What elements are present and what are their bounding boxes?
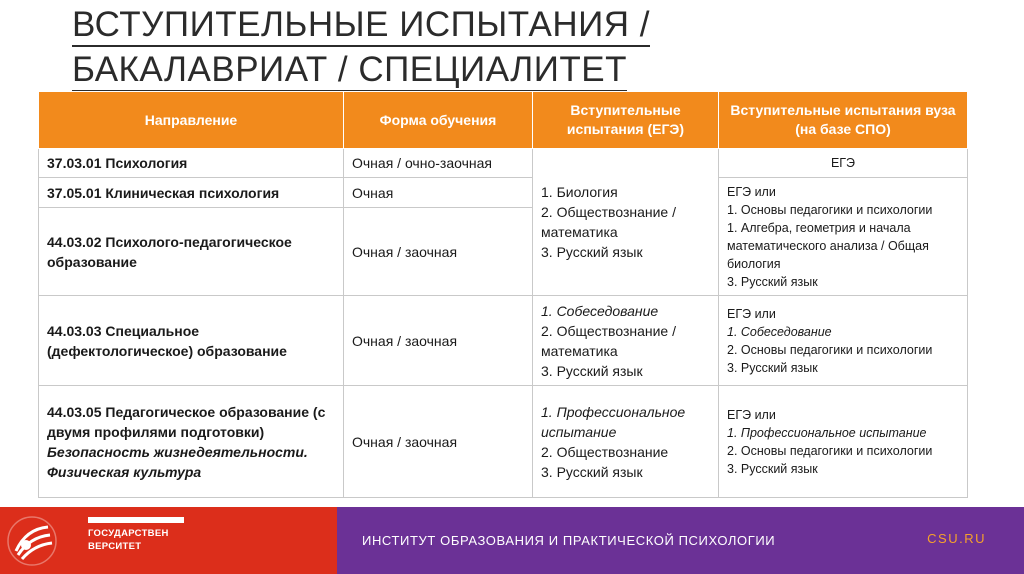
title-line-2: БАКАЛАВРИАТ / СПЕЦИАЛИТЕТ — [72, 51, 627, 92]
header-ege: Вступительные испытания (ЕГЭ) — [533, 92, 719, 149]
university-name-line-2: ВЕРСИТЕТ — [88, 541, 142, 552]
vuz-cell: ЕГЭ — [719, 149, 968, 178]
table-row — [39, 149, 968, 178]
form-cell: Очная / заочная — [344, 208, 533, 296]
ege-cell-shared: 1. Биология 2. Обществознание / математика 3. Русский язык — [533, 149, 719, 296]
admissions-table — [38, 91, 968, 498]
title-line-1: ВСТУПИТЕЛЬНЫЕ ИСПЫТАНИЯ / — [72, 6, 650, 47]
table-header-row — [39, 92, 968, 149]
university-name — [88, 517, 238, 553]
footer-brand-block — [0, 507, 337, 574]
form-cell: Очная / очно-заочная — [344, 149, 533, 178]
footer-bar — [0, 507, 1024, 574]
direction-cell: 44.03.05 Педагогическое образование (с двумя профилями подготовки) Безопасность жизнедеятельности. Физическая культура — [39, 386, 344, 498]
site-link[interactable]: CSU.RU — [927, 531, 986, 546]
direction-cell: 37.03.01 Психология — [39, 149, 344, 178]
slide-title — [72, 6, 952, 96]
institute-name: ИНСТИТУТ ОБРАЗОВАНИЯ И ПРАКТИЧЕСКОЙ ПСИХОЛОГИИ — [362, 533, 776, 548]
ege-cell: 1. Профессиональное испытание 2. Обществознание 3. Русский язык — [533, 386, 719, 498]
header-vuz: Вступительные испытания вуза (на базе СПО) — [719, 92, 968, 149]
table-row — [39, 178, 968, 208]
direction-cell: 37.05.01 Клиническая психология — [39, 178, 344, 208]
vuz-cell: ЕГЭ или 1. Собеседование 2. Основы педагогики и психологии 3. Русский язык — [719, 296, 968, 386]
header-form: Форма обучения — [344, 92, 533, 149]
university-logo-icon — [6, 515, 58, 567]
ege-cell: 1. Собеседование 2. Обществознание / математика 3. Русский язык — [533, 296, 719, 386]
vuz-cell: ЕГЭ или 1. Профессиональное испытание 2. Основы педагогики и психологии 3. Русский язык — [719, 386, 968, 498]
table-row — [39, 386, 968, 498]
table-row — [39, 296, 968, 386]
vuz-cell: ЕГЭ или 1. Основы педагогики и психологии 1. Алгебра, геометрия и начала математического анализа / Общая биология 3. Русский язык — [719, 178, 968, 296]
direction-cell: 44.03.02 Психолого-педагогическое образование — [39, 208, 344, 296]
form-cell: Очная — [344, 178, 533, 208]
header-direction: Направление — [39, 92, 344, 149]
logo-bar — [88, 517, 184, 523]
form-cell: Очная / заочная — [344, 296, 533, 386]
direction-cell: 44.03.03 Специальное (дефектологическое) образование — [39, 296, 344, 386]
university-name-line-1: ГОСУДАРСТВЕН — [88, 528, 169, 539]
form-cell: Очная / заочная — [344, 386, 533, 498]
